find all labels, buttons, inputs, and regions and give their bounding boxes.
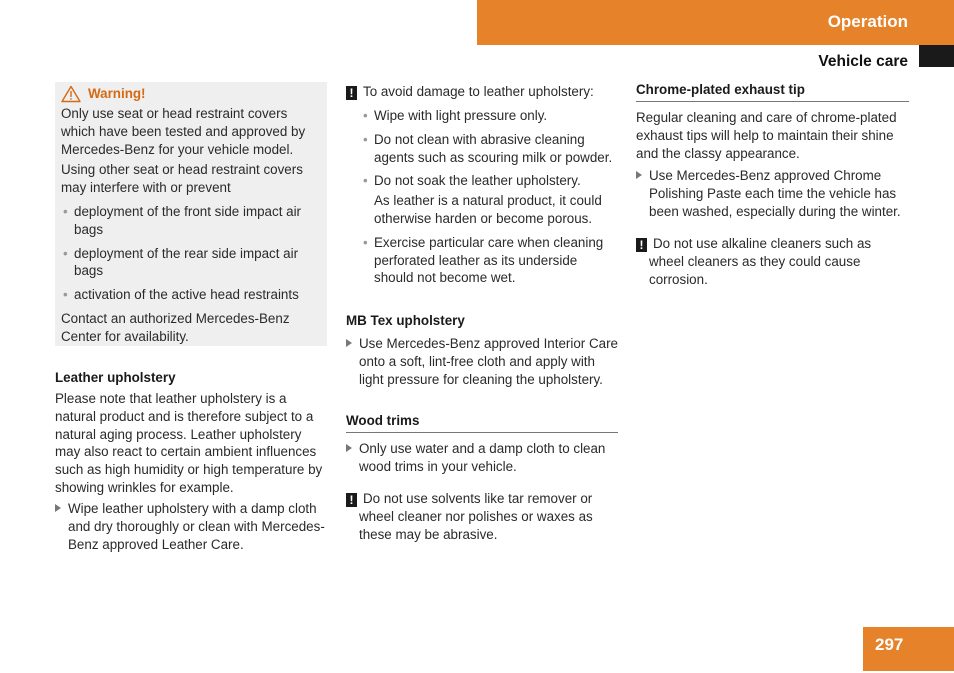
- list-item: • Exercise particular care when cleaning perforated leather as its underside should not become wet.: [361, 234, 619, 287]
- exclamation-icon: !: [636, 238, 647, 252]
- page-number: 297: [875, 635, 904, 654]
- list-item: • activation of the active head restraints: [61, 286, 321, 304]
- arrow-bullet-icon: [346, 444, 352, 452]
- leather-paragraph: Please note that leather upholstery is a natural product and is therefore subject to a natural aging process. Leather upholstery may also react to certain ambient influences such as high humidity or high temperature by showing wrinkles for example.: [55, 391, 323, 495]
- warning-paragraph-3: Contact an authorized Mercedes-Benz Center for availability.: [61, 310, 290, 344]
- wood-notice: [346, 490, 619, 543]
- list-item-text: Do not soak the leather upholstery.: [374, 173, 581, 189]
- mbtex-heading: MB Tex upholstery: [346, 313, 465, 328]
- page-number-box: [863, 627, 954, 671]
- avoid-notice: [346, 83, 619, 101]
- leather-heading: Leather upholstery: [55, 370, 176, 385]
- arrow-bullet-icon: [346, 339, 352, 347]
- chrome-heading: Chrome-plated exhaust tip: [636, 81, 909, 102]
- arrow-bullet-icon: [636, 171, 642, 179]
- wood-heading: Wood trims: [346, 412, 618, 433]
- wood-notice-text: Do not use solvents like tar remover or wheel cleaner nor polishes or waxes as these may be abrasive.: [359, 491, 593, 542]
- chapter-title: Operation: [827, 12, 908, 31]
- header-bar: [477, 0, 954, 45]
- mbtex-step: [346, 335, 619, 388]
- warning-triangle-icon: [61, 85, 81, 103]
- chrome-notice: [636, 235, 909, 288]
- avoid-bullet-list: [361, 101, 619, 287]
- chrome-paragraph: Regular cleaning and care of chrome-plated exhaust tips will help to maintain their shine and the classy appearance.: [636, 110, 897, 161]
- list-item: • deployment of the front side impact air bags: [61, 203, 321, 239]
- list-item: [361, 172, 619, 227]
- list-item: • deployment of the rear side impact air bags: [61, 245, 321, 281]
- arrow-bullet-icon: [55, 504, 61, 512]
- warning-paragraph-2: Using other seat or head restraint covers may interfere with or prevent: [61, 162, 303, 196]
- warning-label: Warning!: [88, 86, 146, 102]
- warning-box: [55, 82, 327, 346]
- avoid-notice-text: To avoid damage to leather upholstery:: [363, 84, 594, 99]
- chrome-notice-text: Do not use alkaline cleaners such as wheel cleaners as they could cause corrosion.: [649, 236, 872, 287]
- chrome-step: [636, 167, 911, 220]
- wood-step: [346, 440, 619, 476]
- exclamation-icon: !: [346, 86, 357, 100]
- list-item: • Wipe with light pressure only.: [361, 107, 619, 125]
- section-title: Vehicle care: [818, 53, 908, 70]
- exclamation-icon: !: [346, 493, 357, 507]
- leather-step: [55, 500, 328, 553]
- section-tab-marker: [919, 45, 954, 67]
- warning-paragraph-1: Only use seat or head restraint covers which have been tested and approved by Mercedes-Benz for your vehicle model.: [61, 106, 306, 157]
- chrome-step-text: Use Mercedes-Benz approved Chrome Polishing Paste each time the vehicle has been washed, especially during the winter.: [649, 168, 901, 219]
- list-item: • Do not clean with abrasive cleaning agents such as scouring milk or powder.: [361, 131, 619, 167]
- warning-heading: [61, 84, 321, 104]
- list-item-note: As leather is a natural product, it could otherwise harden or become porous.: [374, 193, 602, 226]
- warning-bullet-list: [61, 203, 321, 304]
- leather-step-text: Wipe leather upholstery with a damp cloth and dry thoroughly or clean with Mercedes-Benz approved Leather Care.: [68, 501, 325, 552]
- mbtex-step-text: Use Mercedes-Benz approved Interior Care onto a soft, lint-free cloth and apply with light pressure for cleaning the upholstery.: [359, 336, 619, 387]
- wood-step-text: Only use water and a damp cloth to clean wood trims in your vehicle.: [359, 441, 606, 474]
